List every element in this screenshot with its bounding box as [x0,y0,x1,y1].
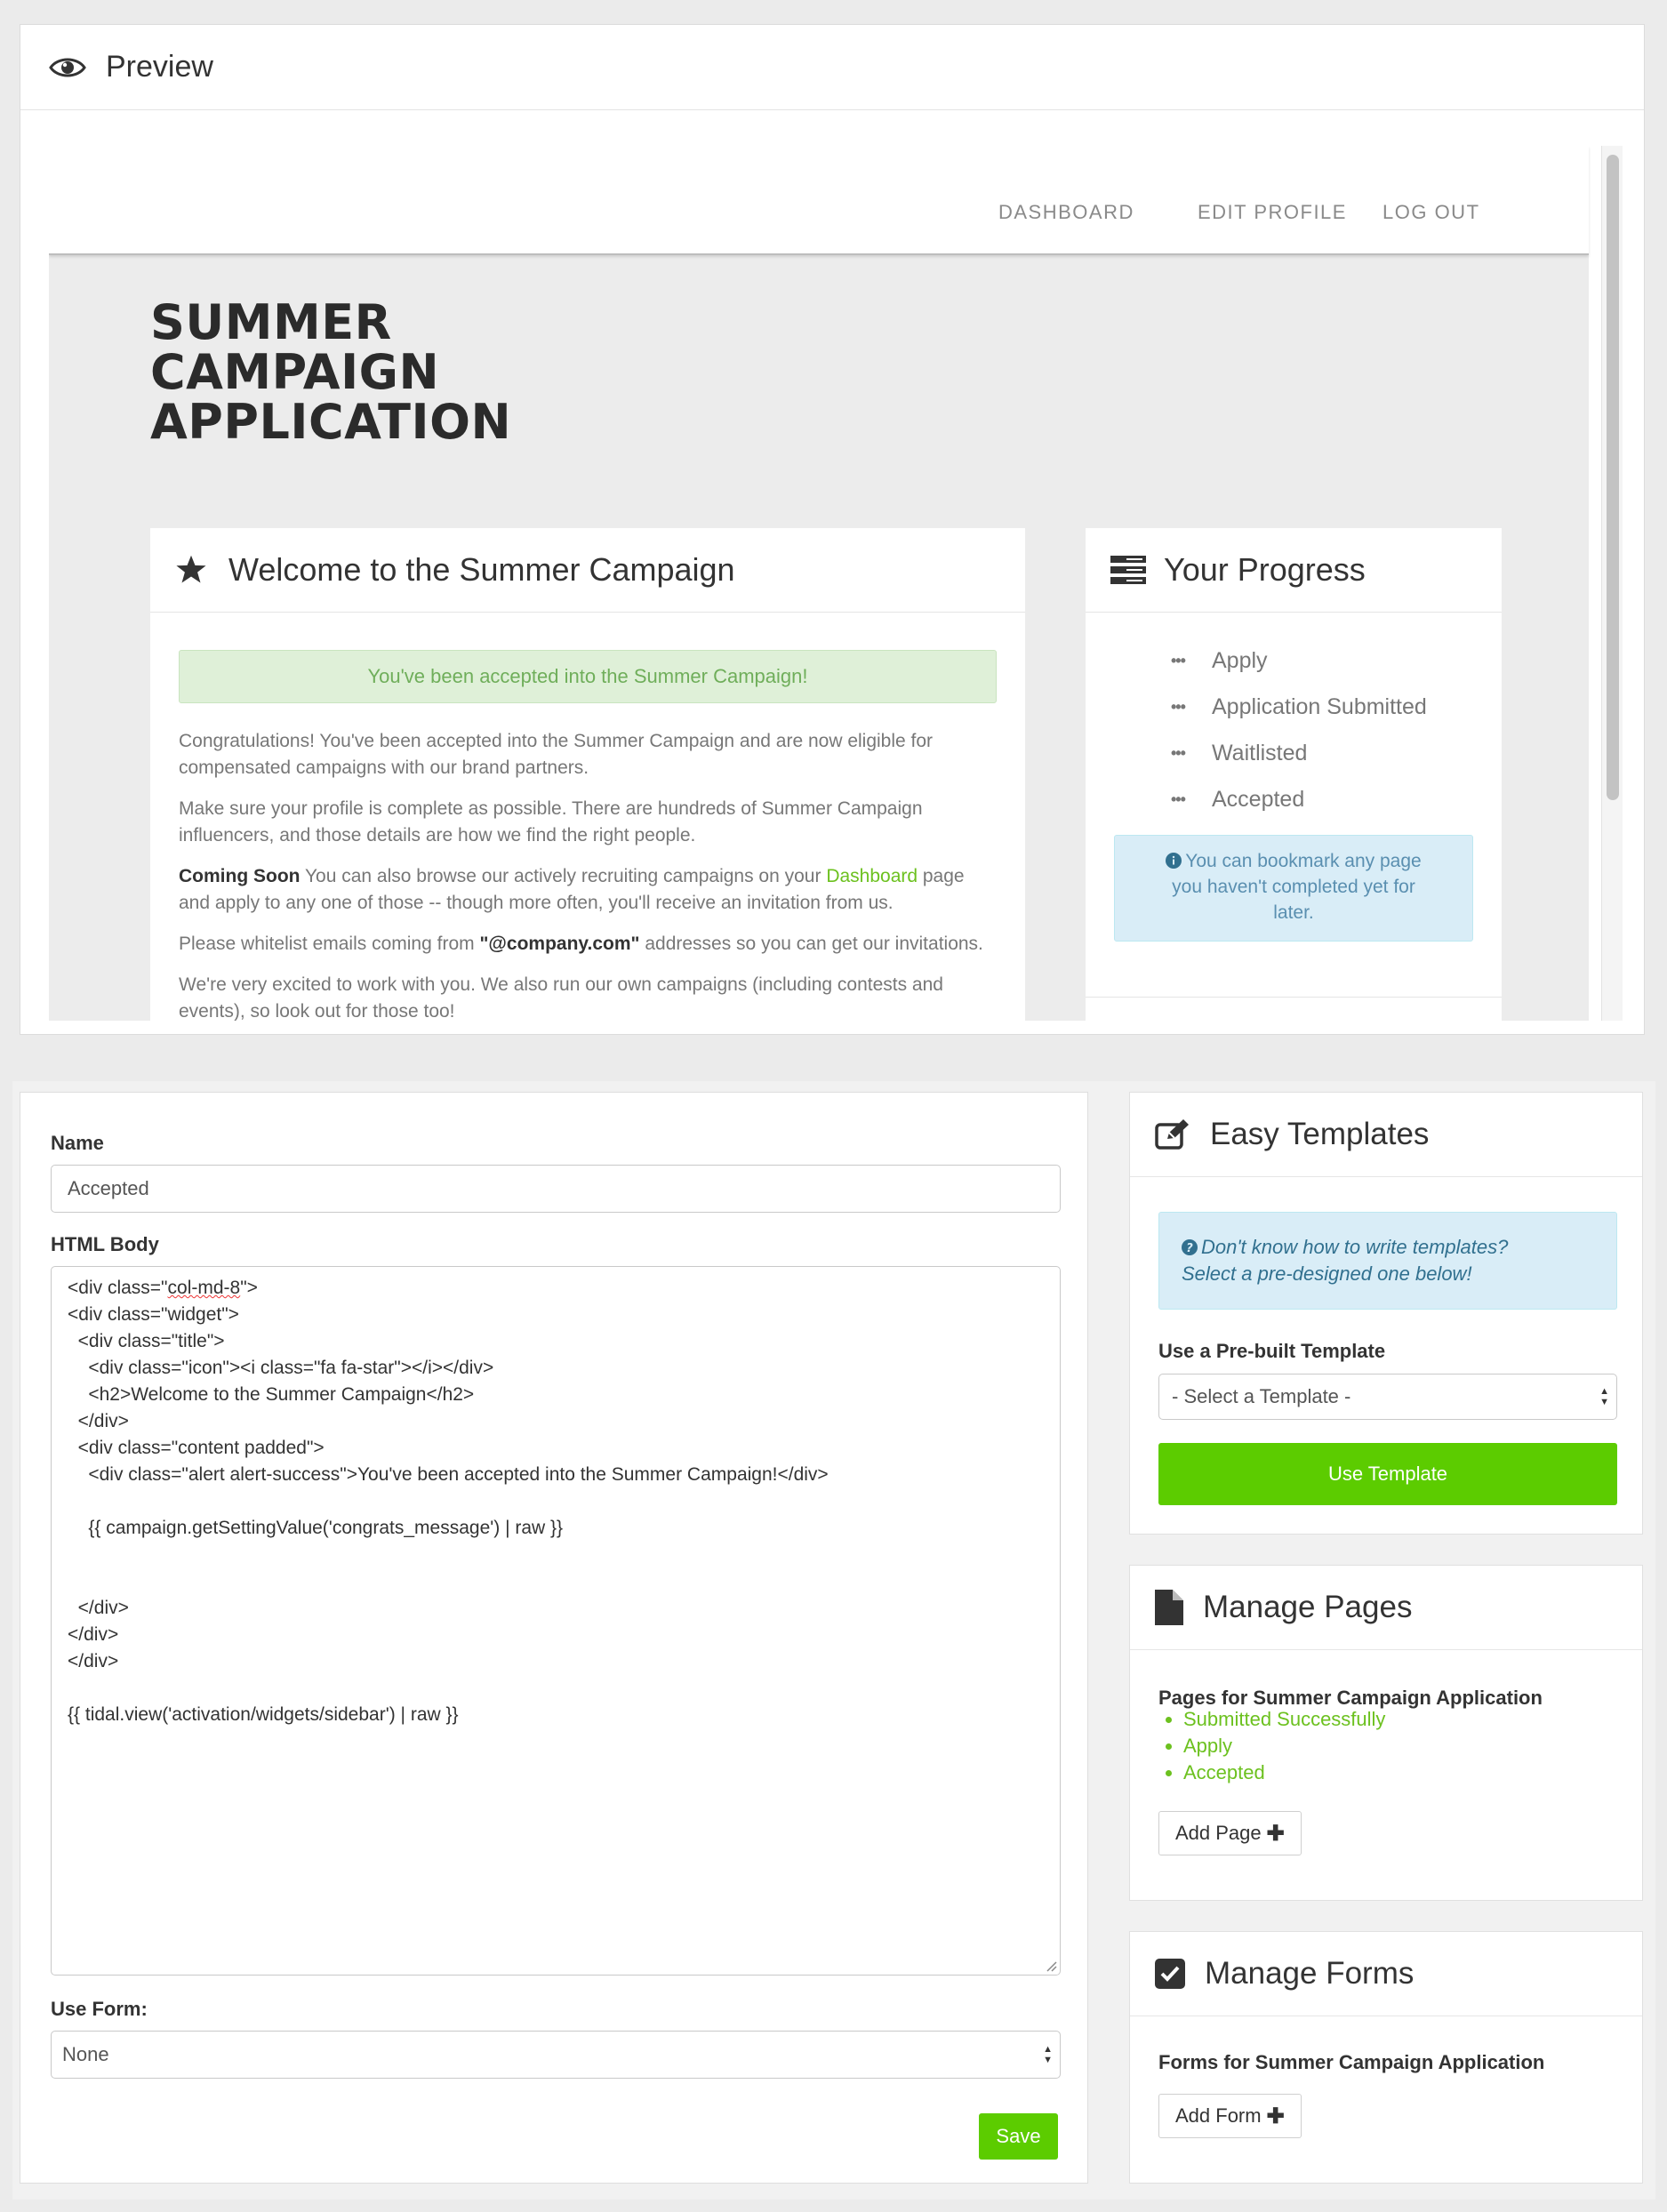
progress-widget [1086,528,1502,1021]
preview-header [20,25,1644,110]
progress-step-label: Accepted [1212,786,1305,812]
whitelist-paragraph [179,931,997,958]
use-form-select[interactable] [51,2031,1061,2079]
preview-scrollbar[interactable] [1601,146,1623,1021]
coming-soon-text-a: You can also browse our actively recruiting campaigns on your [300,866,827,886]
forms-subtitle: Forms for Summer Campaign Application [1158,2051,1545,2073]
plus-icon: ✚ [1266,2104,1285,2128]
code-line: </div> [68,1651,119,1671]
select-arrows-icon: ▲ ▼ [1599,1386,1609,1407]
progress-step [1171,776,1502,822]
progress-divider [1086,997,1502,998]
select-arrows-icon: ▲ ▼ [1043,2044,1053,2065]
ellipsis-icon: ••• [1171,697,1185,716]
code-line: <div class="title"> [68,1331,225,1351]
manage-pages-header [1130,1566,1642,1650]
code-token: "> [240,1278,258,1298]
dashboard-link[interactable]: Dashboard [826,866,918,886]
page-link[interactable]: • Apply [1183,1733,1385,1759]
checkbox-checked-icon [1155,1959,1185,1989]
bookmark-info-alert [1114,835,1473,942]
code-line: <div class="content padded"> [68,1438,325,1458]
svg-text:?: ? [1186,1242,1193,1255]
code-line: </div> [68,1411,129,1431]
page-title-line: APPLICATION [150,394,512,450]
add-page-button[interactable] [1158,1811,1302,1855]
coming-soon-text-b: page and apply to any one of those -- though more often, you'll receive an invitation from us. [179,866,965,913]
ellipsis-icon: ••• [1171,743,1185,762]
save-button[interactable]: Save [979,2113,1058,2160]
coming-soon-paragraph [179,863,997,917]
resize-grip-icon[interactable] [1045,1960,1057,1972]
manage-forms-title: Manage Forms [1205,1956,1415,1991]
manage-pages-title: Manage Pages [1203,1590,1413,1624]
add-page-label: Add Page [1175,1822,1262,1844]
page-title-line: CAMPAIGN [150,344,440,400]
code-line: <div class="widget"> [68,1304,239,1325]
progress-step-label: Application Submitted [1212,693,1427,719]
eye-icon [49,56,86,79]
preview-panel [20,24,1645,1035]
frame-nav-bar [49,146,1589,255]
star-icon [175,555,207,585]
progress-title: Your Progress [1164,551,1366,588]
code-line: </div> [68,1624,119,1645]
prebuilt-template-label: Use a Pre-built Template [1158,1340,1386,1362]
html-body-label: HTML Body [51,1233,159,1255]
page-title [150,294,512,450]
whitelist-text-b: addresses so you can get our invitations. [639,934,983,954]
excited-paragraph: We're very excited to work with you. We also run our own campaigns (including contests and events), so look out for those too! [179,974,943,1021]
page-link[interactable]: • Submitted Successfully [1183,1706,1385,1733]
nav-log-out-link[interactable]: LOG OUT [1382,201,1480,223]
progress-widget-header [1086,528,1502,613]
pages-list [1183,1706,1385,1786]
tasks-icon [1110,556,1146,584]
code-token-misspelled: col-md-8 [167,1278,241,1298]
page-link[interactable]: • Accepted [1183,1759,1385,1786]
page-editor-panel [20,1092,1088,2184]
name-input[interactable]: Accepted [51,1165,1061,1213]
html-body-textarea[interactable] [51,1266,1061,1976]
progress-steps [1171,637,1502,822]
code-line: </div> [68,1598,129,1618]
whitelist-domain: "@company.com" [479,934,640,954]
question-circle-icon [1182,1239,1198,1255]
plus-icon: ✚ [1266,1821,1285,1846]
page-title-line: SUMMER [150,294,392,350]
pages-subtitle: Pages for Summer Campaign Application [1158,1687,1543,1709]
welcome-widget [150,528,1025,1021]
preview-scrollbar-thumb[interactable] [1607,155,1619,800]
progress-step [1171,684,1502,730]
progress-step [1171,730,1502,776]
code-line: <div class="alert alert-success">You've been accepted into the Summer Campaign!</div> [68,1464,829,1485]
use-template-button[interactable]: Use Template [1158,1443,1617,1505]
use-form-value: None [62,2043,109,2065]
template-help-line1: Don't know how to write templates? [1201,1236,1509,1258]
progress-step-label: Waitlisted [1212,740,1308,765]
code-line [68,1278,258,1299]
ellipsis-icon: ••• [1171,651,1185,669]
coming-soon-label: Coming Soon [179,866,301,886]
template-select-value: - Select a Template - [1172,1385,1351,1407]
progress-step-label: Apply [1212,647,1268,673]
welcome-widget-header [150,528,1025,613]
template-select[interactable] [1158,1374,1617,1420]
congrats-paragraph: Congratulations! You've been accepted into the Summer Campaign and are now eligible for compensated campaigns with our brand partners. [179,731,934,778]
add-form-label: Add Form [1175,2104,1262,2127]
easy-templates-widget [1129,1092,1643,1535]
preview-frame [49,146,1623,1021]
code-line: <div class="icon"><i class="fa fa-star"></i></div> [68,1358,494,1378]
welcome-title: Welcome to the Summer Campaign [228,551,735,588]
template-help-alert [1158,1212,1617,1310]
template-help-line2: Select a pre-designed one below! [1182,1262,1472,1285]
success-alert: You've been accepted into the Summer Campaign! [179,650,997,703]
info-circle-icon [1166,853,1182,869]
easy-templates-title: Easy Templates [1210,1117,1430,1151]
easy-templates-header [1130,1093,1642,1177]
manage-forms-widget [1129,1931,1643,2184]
ellipsis-icon: ••• [1171,789,1185,808]
nav-edit-profile-link[interactable]: EDIT PROFILE [1198,201,1347,223]
code-token: <div class=" [68,1278,168,1298]
name-label: Name [51,1132,104,1154]
profile-paragraph: Make sure your profile is complete as possible. There are hundreds of Summer Campaign influencers, and those details are how we find the right people. [179,798,923,846]
edit-icon [1155,1119,1190,1150]
file-icon [1155,1590,1183,1625]
progress-step [1171,637,1502,684]
use-form-label: Use Form: [51,1998,148,2020]
manage-forms-header [1130,1932,1642,2016]
preview-title: Preview [106,50,213,84]
code-line: {{ campaign.getSettingValue('congrats_message') | raw }} [68,1518,564,1538]
nav-dashboard-link[interactable]: DASHBOARD [998,201,1134,223]
whitelist-text-a: Please whitelist emails coming from [179,934,480,954]
bookmark-info-text: You can bookmark any page you haven't completed yet for later. [1172,851,1422,923]
add-form-button[interactable] [1158,2094,1302,2138]
code-line: <h2>Welcome to the Summer Campaign</h2> [68,1384,475,1405]
code-line: {{ tidal.view('activation/widgets/sidebar') | raw }} [68,1704,459,1725]
manage-pages-widget [1129,1565,1643,1901]
